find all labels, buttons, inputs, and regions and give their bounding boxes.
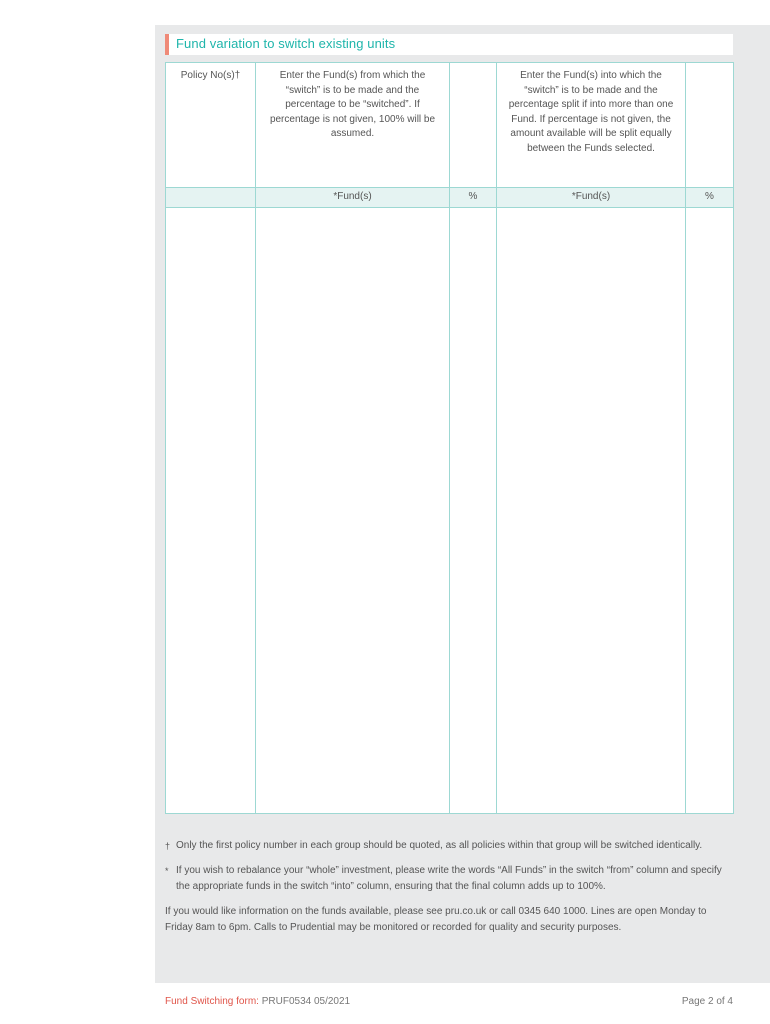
section-header: [165, 34, 733, 55]
form-code: PRUF0534 05/2021: [261, 996, 351, 1007]
dagger-note-text: Only the first policy number in each group should be quoted, as all policies within that group will be switched identically.: [176, 840, 703, 851]
fund-switch-table: [165, 62, 734, 814]
page-number: Page 2 of 4: [681, 996, 733, 1007]
dagger-mark: †: [165, 841, 171, 851]
form-label: Fund Switching form:: [165, 996, 259, 1007]
footnotes: [165, 838, 735, 937]
column-subheader-row: [166, 188, 734, 208]
blank-header-cell: [450, 63, 497, 188]
into-percent-column-label: %: [686, 188, 734, 208]
policy-number-header: Policy No(s)†: [166, 63, 256, 188]
from-fund-entry[interactable]: [256, 208, 450, 814]
instructions-row: [166, 63, 734, 188]
section-accent-bar: [165, 34, 169, 55]
asterisk-note: [165, 863, 735, 896]
switch-from-instructions: Enter the Fund(s) from which the “switch” is to be made and the percentage to be “switched”. If percentage is not given, 100% will be assumed.: [256, 63, 450, 188]
asterisk-note-text: If you wish to rebalance your “whole” investment, please write the words “All Funds” in the switch “from” column and specify the appropriate funds in the switch “into” column, ensuring that the final column adds up to 100%.: [176, 864, 722, 892]
entry-row: [166, 208, 734, 814]
contact-info: If you would like information on the funds available, please see pru.co.uk or call 0345 640 1000. Lines are open Monday to Friday 8am to 6pm. Calls to Prudential may be monitored or recorded for quality and security purposes.: [165, 905, 707, 933]
policy-number-entry[interactable]: [166, 208, 256, 814]
from-fund-column-label: *Fund(s): [256, 188, 450, 208]
form-reference: [165, 996, 350, 1007]
asterisk-mark: *: [165, 865, 169, 876]
blank-subheader-cell: [166, 188, 256, 208]
section-title: Fund variation to switch existing units: [176, 36, 396, 51]
from-percent-entry[interactable]: [450, 208, 497, 814]
into-percent-entry[interactable]: [686, 208, 734, 814]
dagger-note: [165, 838, 735, 855]
into-fund-entry[interactable]: [497, 208, 686, 814]
blank-header-cell: [686, 63, 734, 188]
switch-into-instructions: Enter the Fund(s) into which the “switch” is to be made and the percentage split if into more than one Fund. If percentage is not given, the amount available will be split equally between the Funds selected.: [497, 63, 686, 188]
from-percent-column-label: %: [450, 188, 497, 208]
into-fund-column-label: *Fund(s): [497, 188, 686, 208]
